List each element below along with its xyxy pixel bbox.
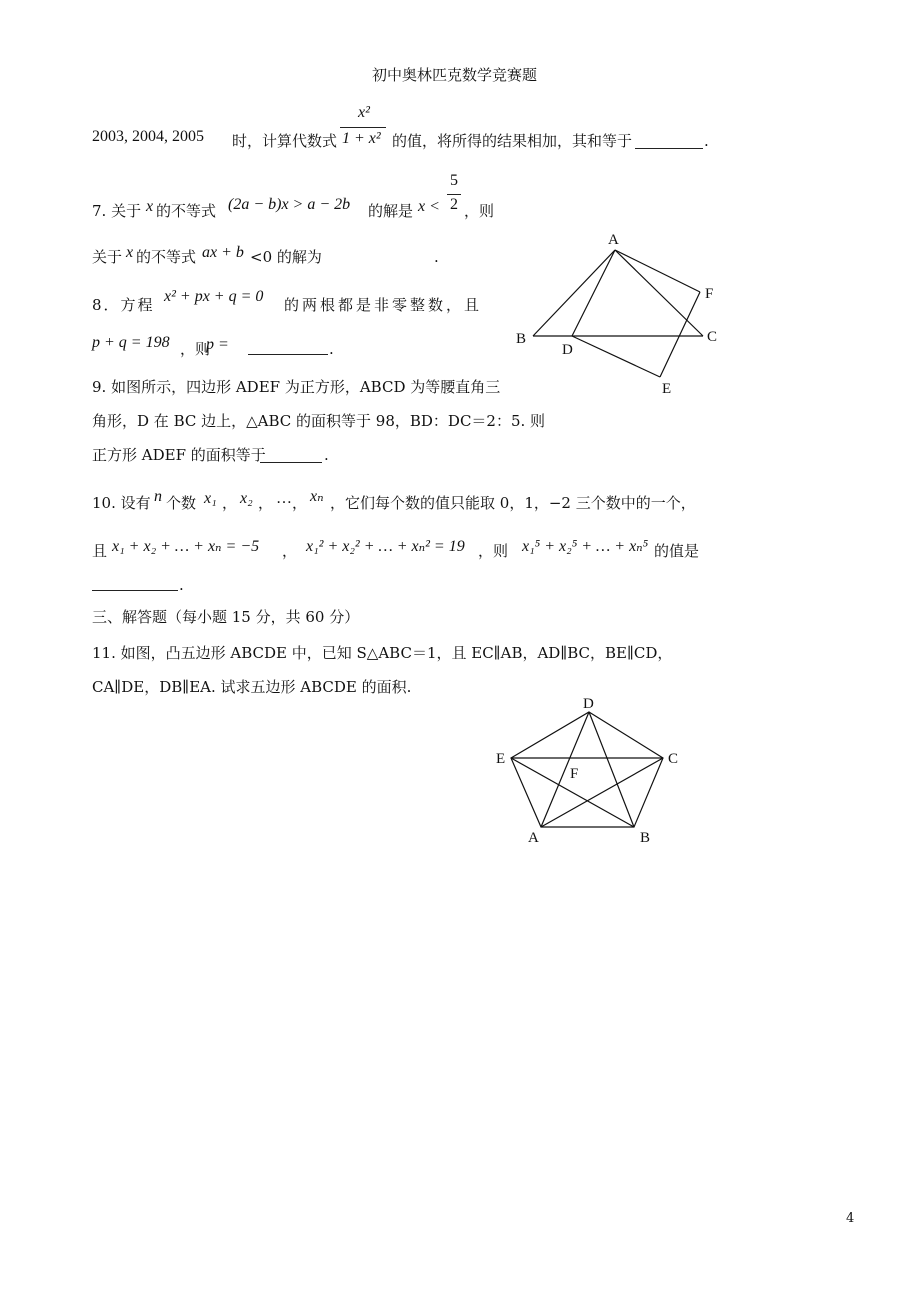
q10-text: 个数 bbox=[166, 494, 197, 512]
figure-pentagon bbox=[488, 690, 698, 850]
q10-value-label: 的值是 bbox=[654, 542, 700, 560]
inequality: (2a − b)x > a − 2b bbox=[228, 196, 351, 213]
answer-blank[interactable] bbox=[635, 134, 703, 149]
var-n: n bbox=[154, 488, 162, 505]
q7-line2-rest: <0 的解为 bbox=[250, 248, 322, 266]
solution-numerator: 5 bbox=[450, 172, 458, 189]
label-d: D bbox=[562, 342, 573, 358]
segment-ab bbox=[533, 250, 615, 336]
q7-label: 7. 关于 bbox=[92, 202, 142, 220]
label-a: A bbox=[608, 232, 619, 248]
q9-line2: 角形，D 在 BC 边上，△ABC 的面积等于 98，BD：DC＝2：5. 则 bbox=[92, 412, 546, 430]
diagonal-bd bbox=[589, 712, 634, 827]
question-10 bbox=[92, 484, 732, 594]
q8-end: . bbox=[329, 340, 334, 358]
q9-end: . bbox=[324, 446, 329, 464]
label-f: F bbox=[570, 766, 579, 782]
condition: p + q = 198 bbox=[92, 334, 170, 351]
answer-blank[interactable] bbox=[260, 448, 322, 463]
comma-2: ， bbox=[258, 494, 274, 512]
question-7 bbox=[92, 170, 512, 270]
q7-then: ，则 bbox=[464, 202, 495, 220]
var-x: x bbox=[146, 198, 154, 215]
label-e: E bbox=[496, 751, 506, 767]
label-b: B bbox=[640, 830, 651, 846]
solution-denominator: 2 bbox=[450, 196, 458, 213]
q7-line2-label: 关于 bbox=[92, 248, 123, 266]
var-x-2: x bbox=[126, 244, 134, 261]
q10-then: ，则 bbox=[478, 542, 509, 560]
q8-text: 的两根都是非零整数，且 bbox=[284, 296, 483, 314]
answer-blank[interactable] bbox=[248, 340, 328, 355]
q6-text-a: 时，计算代数式 bbox=[232, 132, 338, 150]
x2: x₂ bbox=[240, 490, 253, 507]
x1: x₁ bbox=[204, 490, 217, 507]
comma-4: ， bbox=[282, 542, 298, 560]
q8-label: 8．方程 bbox=[92, 296, 155, 314]
inequality-2: ax + b bbox=[202, 244, 244, 261]
years: 2003, 2004, 2005 bbox=[92, 128, 204, 145]
label-c: C bbox=[707, 329, 718, 345]
q7-solution-label: 的解是 bbox=[368, 202, 414, 220]
p-equals: p = bbox=[206, 336, 229, 353]
solution-fraction-bar bbox=[447, 194, 461, 195]
q7-text: 的不等式 bbox=[156, 202, 217, 220]
answer-blank[interactable] bbox=[92, 576, 178, 591]
page-title: 初中奥林匹克数学竞赛题 bbox=[372, 66, 538, 84]
label-c: C bbox=[668, 751, 679, 767]
question-6 bbox=[92, 100, 712, 160]
q10-text-2: ，它们每个数的值只能取 0，1，−2 三个数中的一个， bbox=[330, 494, 696, 512]
equation: x² + px + q = 0 bbox=[164, 288, 264, 305]
figure-square-triangle bbox=[500, 222, 740, 402]
sum-2: x₁² + x₂² + … + xₙ² = 19 bbox=[306, 538, 465, 555]
q8-then: ，则 bbox=[180, 340, 211, 358]
xn: xₙ bbox=[310, 488, 324, 505]
comma-1: ， bbox=[222, 494, 238, 512]
fraction-denominator: 1 + x² bbox=[342, 130, 381, 147]
question-8 bbox=[92, 284, 512, 364]
fraction-bar bbox=[340, 127, 386, 128]
ellipsis: … bbox=[276, 490, 292, 507]
solution: x < bbox=[418, 198, 440, 215]
fraction-numerator: x² bbox=[358, 104, 370, 121]
q11-line2: CA∥DE，DB∥EA. 试求五边形 ABCDE 的面积. bbox=[92, 678, 412, 696]
q9-line3: 正方形 ADEF 的面积等于 bbox=[92, 446, 266, 464]
section-heading: 三、解答题（每小题 15 分，共 60 分） bbox=[92, 608, 360, 626]
segment-de bbox=[572, 336, 660, 377]
comma-3: ， bbox=[292, 494, 308, 512]
segment-fe bbox=[660, 292, 700, 377]
q10-end: . bbox=[179, 576, 184, 594]
sum-1: x₁ + x₂ + … + xₙ = −5 bbox=[112, 538, 260, 555]
q11-line1: 11. 如图，凸五边形 ABCDE 中，已知 S△ABC＝1，且 EC∥AB，AD∥BC，BE∥CD， bbox=[92, 644, 673, 662]
label-f: F bbox=[705, 286, 714, 302]
question-9 bbox=[92, 376, 546, 466]
segment-af bbox=[615, 250, 700, 292]
q6-end: . bbox=[704, 132, 709, 150]
label-d: D bbox=[583, 696, 594, 712]
q6-text-b: 的值，将所得的结果相加，其和等于 bbox=[392, 132, 633, 150]
q7-end: . bbox=[434, 248, 439, 266]
label-b: B bbox=[516, 331, 527, 347]
diagonal-ac bbox=[541, 758, 663, 827]
diagonal-ad bbox=[541, 712, 589, 827]
label-e: E bbox=[662, 381, 672, 397]
q7-line2-text: 的不等式 bbox=[136, 248, 197, 266]
segment-ad bbox=[572, 250, 615, 336]
q10-label: 10. 设有 bbox=[92, 494, 151, 512]
q10-qie: 且 bbox=[92, 542, 108, 560]
sum-3: x₁⁵ + x₂⁵ + … + xₙ⁵ bbox=[522, 538, 649, 555]
q9-line1: 9. 如图所示，四边形 ADEF 为正方形，ABCD 为等腰直角三 bbox=[92, 378, 501, 396]
page-number: 4 bbox=[846, 1211, 855, 1226]
pentagon-outline bbox=[511, 712, 663, 827]
segment-ac bbox=[615, 250, 703, 336]
label-a: A bbox=[528, 830, 539, 846]
